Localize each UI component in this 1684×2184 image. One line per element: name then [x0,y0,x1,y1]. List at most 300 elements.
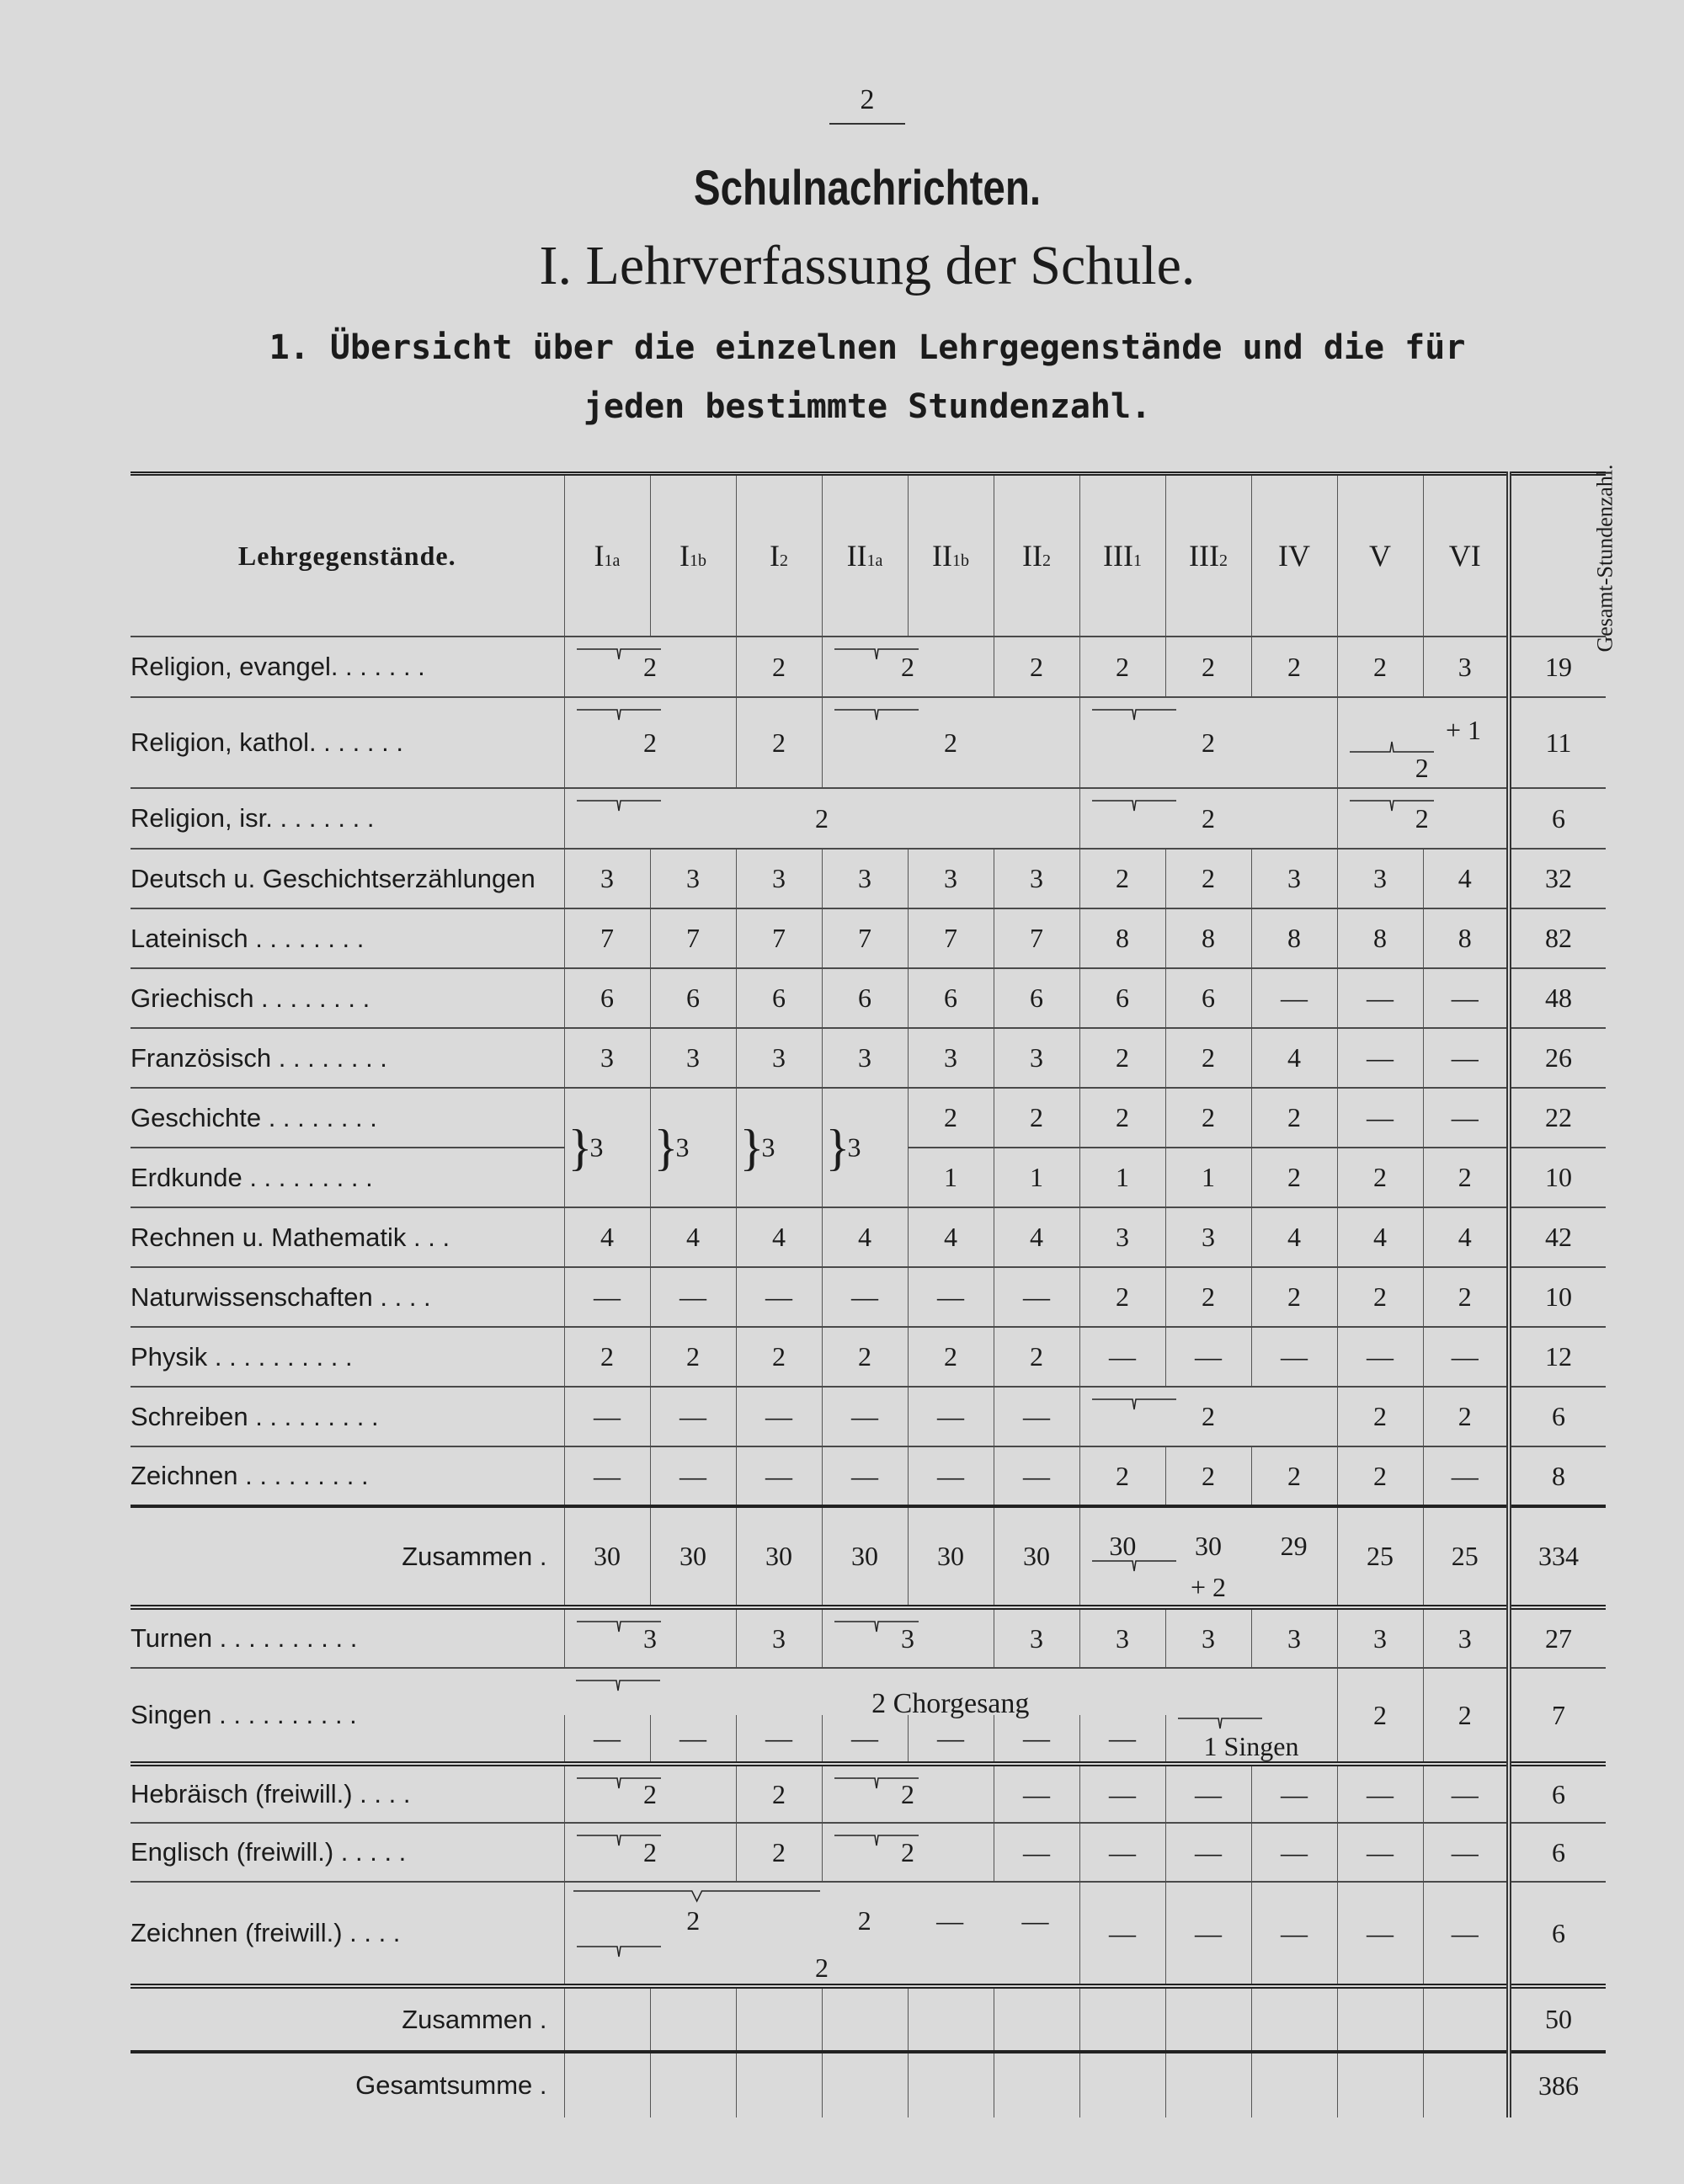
cell: 3 [736,1607,822,1668]
cell: 3 [650,1028,736,1088]
table-row [131,697,1606,788]
total-column-header: Gesamt-Stundenzahl. [1509,474,1606,637]
cell: 2 [564,697,736,788]
row-total: 82 [1509,908,1606,968]
table-row [131,1267,1606,1327]
class-header-v: V [1337,474,1423,637]
table-row [131,908,1606,968]
cell: — [564,1267,650,1327]
subtotal-label: Zusammen . [131,1506,564,1607]
cell [1165,2052,1251,2117]
subject-label: Französisch . . . . . . . . [131,1028,564,1088]
cell: 8 [1423,908,1509,968]
subject-label: Religion, evangel. . . . . . . [131,637,564,697]
cell [736,2052,822,2117]
cell: — [908,1387,994,1446]
cell: 3 [994,1607,1079,1668]
cell: 2 [822,697,1079,788]
group-brace [1092,1398,1176,1411]
cell: — [564,1446,650,1506]
class-header-ii2: II2 [994,474,1079,637]
cell: — [1251,968,1337,1028]
cell: — [1165,1823,1251,1882]
cell: — [1423,1764,1509,1823]
subject-label: Singen . . . . . . . . . . [131,1668,564,1764]
cell [1079,2052,1165,2117]
cell: — [908,1446,994,1506]
class-header-i1b: I1b [650,474,736,637]
cell [1165,1986,1251,2052]
cell: 2 [564,788,1079,849]
cell: } 3 [822,1088,908,1207]
cell: 7 [822,908,908,968]
chorus-cell: 2 Chorgesang [564,1668,1337,1715]
row-total: 6 [1509,1764,1606,1823]
cell: 3 [822,1607,994,1668]
cell: — [1423,1028,1509,1088]
subject-label: Physik . . . . . . . . . . [131,1327,564,1387]
row-total: 50 [1509,1986,1606,2052]
cell [564,1882,1079,1986]
cell [822,1986,908,2052]
lesson-plan-table [131,463,1617,2117]
class-header-ii1a: II1a [822,474,908,637]
row-total: 6 [1509,1387,1606,1446]
cell: 3 [994,849,1079,908]
cell: — [1251,1882,1337,1986]
brace-icon: } [568,1120,593,1175]
table-row [131,1764,1606,1823]
row-total: 6 [1509,1882,1606,1986]
cell: 3 [736,1028,822,1088]
cell [650,1986,736,2052]
table-row [131,1823,1606,1882]
cell: — [736,1267,822,1327]
grand-total-label: Gesamtsumme . [131,2052,564,2117]
class-header-iii1: III1 [1079,474,1165,637]
cell: — [564,1715,650,1764]
row-total: 48 [1509,968,1606,1028]
header-row [131,474,1606,637]
cell: 3 [1423,1607,1509,1668]
cell: 6 [908,968,994,1028]
cell: 2 [1337,1446,1423,1506]
cell: 7 [908,908,994,968]
cell: } 3 [564,1088,650,1207]
cell: 2 [1337,1148,1423,1207]
table-row [131,1607,1606,1668]
cell: 4 [564,1207,650,1267]
cell [822,2052,908,2117]
table-row [131,1668,1606,1715]
cell: 4 [1423,849,1509,908]
cell: 2 [1337,1668,1423,1764]
cell: — [1251,1823,1337,1882]
cell: 3 [908,849,994,908]
cell: 2 [822,1764,994,1823]
cell [908,1986,994,2052]
cell: 2 [1251,637,1337,697]
cell: 6 [1165,968,1251,1028]
row-total: 22 [1509,1088,1606,1148]
cell: 2 [1251,1267,1337,1327]
cell: 2 [736,1764,822,1823]
cell: 1 [1079,1148,1165,1207]
table-row [131,1882,1606,1986]
table-row [131,637,1606,697]
subject-label: Lateinisch . . . . . . . . [131,908,564,968]
cell: 30 [564,1506,650,1607]
cell: 3 [908,1028,994,1088]
cell: — [822,1446,908,1506]
cell: — [650,1267,736,1327]
cell: 3 [650,849,736,908]
cell: 3 [1423,637,1509,697]
row-total: 8 [1509,1446,1606,1506]
cell: 2 [1337,788,1509,849]
subject-label: Religion, kathol. . . . . . . [131,697,564,788]
cell: — [1423,1446,1509,1506]
subject-label: Erdkunde . . . . . . . . . [131,1148,564,1207]
subsection-heading: 1. Übersicht über die einzelnen Lehrgegenstände und die für jeden bestimmte Stundenzahl. [269,328,1466,426]
cell: 4 [822,1207,908,1267]
row-total: 7 [1509,1668,1606,1764]
cell: 4 [736,1207,822,1267]
cell: 25 [1423,1506,1509,1607]
cell: 6 [822,968,908,1028]
cell: 2 [1079,788,1337,849]
section-heading: I. Lehrverfassung der Schule. [539,235,1196,296]
group-brace [834,708,919,722]
row-total: 6 [1509,1823,1606,1882]
cell: — [650,1715,736,1764]
cell: — [1337,1764,1423,1823]
cell: 2 [1079,849,1165,908]
row-total: 11 [1509,697,1606,788]
table-row [131,1088,1606,1148]
cell: — [736,1387,822,1446]
cell: 2 [1165,1088,1251,1148]
brace-icon: } [739,1120,765,1175]
subject-label: Zeichnen . . . . . . . . . [131,1446,564,1506]
cell: 2 [1079,1267,1165,1327]
row-total: 12 [1509,1327,1606,1387]
cell: 2 [908,1088,994,1148]
cell [1423,2052,1509,2117]
cell: — [1165,1764,1251,1823]
row-total: 334 [1509,1506,1606,1607]
cell: — [736,1446,822,1506]
cell: — [650,1446,736,1506]
cell: 2 [1079,1387,1337,1446]
group-brace [577,799,661,812]
cell: 4 [1423,1207,1509,1267]
table-row [131,968,1606,1028]
cell: 3 [1079,1607,1165,1668]
cell: — [994,1823,1079,1882]
cell: 2 [1337,1387,1423,1446]
page-number-rule [829,123,905,125]
cell: } 3 [736,1088,822,1207]
cell: 25 [1337,1506,1423,1607]
brace-icon: } [825,1120,850,1175]
cell: — [908,1267,994,1327]
cell [1079,1506,1337,1607]
subject-label: Geschichte . . . . . . . . [131,1088,564,1148]
grand-total-row [131,2052,1606,2117]
cell: 2 [1251,1088,1337,1148]
cell: — [564,1387,650,1446]
cell: 2 [564,637,736,697]
cell: 2 [908,1327,994,1387]
cell: 7 [564,908,650,968]
cell: 2 [564,1823,736,1882]
cell: — [650,1387,736,1446]
group-brace [1092,799,1176,812]
cell: 2 [1423,1267,1509,1327]
cell [1079,1986,1165,2052]
table-row [131,1028,1606,1088]
cell: 2 [1079,1028,1165,1088]
group-brace [577,708,661,722]
cell: 2 [1337,1267,1423,1327]
cell: 2 [736,637,822,697]
subject-label: Englisch (freiwill.) . . . . . [131,1823,564,1882]
cell: 3 [564,1607,736,1668]
cell: — [1337,1882,1423,1986]
cell [908,2052,994,2117]
cell: 3 [1337,1607,1423,1668]
cell: 4 [994,1207,1079,1267]
cell: 30 [994,1506,1079,1607]
cell: — [1423,1882,1509,1986]
cell: — [1337,1028,1423,1088]
cell: 2 [1423,1668,1509,1764]
cell: 2 [1251,1446,1337,1506]
subtotal-row [131,1506,1606,1607]
cell: 2 [1423,1148,1509,1207]
cell [736,1986,822,2052]
class-header-iii2: III2 [1165,474,1251,637]
subject-column-header: Lehrgegenstände. [131,474,564,637]
cell: 2 [1251,1148,1337,1207]
cell: 1 [1165,1148,1251,1207]
cell: 30 [822,1506,908,1607]
cell: 7 [994,908,1079,968]
row-total: 32 [1509,849,1606,908]
cell: 2 [1079,697,1337,788]
cell: 3 [1337,849,1423,908]
cell: — [1423,1327,1509,1387]
row-total: 27 [1509,1607,1606,1668]
class-header-ii1b: II1b [908,474,994,637]
cell: 4 [908,1207,994,1267]
cell: — [1079,1764,1165,1823]
cell: — [1079,1823,1165,1882]
cell: 7 [650,908,736,968]
cell: 4 [1251,1028,1337,1088]
cell: — [994,1715,1079,1764]
cell: 2 [1165,1446,1251,1506]
cell: 6 [1079,968,1165,1028]
cell: — [1079,1327,1165,1387]
cell: 2 [650,1327,736,1387]
cell: 3 [1251,849,1337,908]
cell: 2 [564,1764,736,1823]
class-header-i1a: I1a [564,474,650,637]
cell: 2 [822,637,994,697]
group-brace [573,1889,820,1903]
cell-value: 2 [1415,753,1429,783]
drawing-values: 2 2 — — [686,1904,1049,1936]
cell: 8 [1251,908,1337,968]
cell: — [1423,1088,1509,1148]
cell: 1 Singen [1165,1715,1337,1764]
cell: — [1165,1882,1251,1986]
cell: 2 [1079,1446,1165,1506]
cell: 2 [994,1088,1079,1148]
cell: 6 [564,968,650,1028]
cell: 2 [564,1327,650,1387]
cell: 2 [994,1327,1079,1387]
group-brace [576,1679,660,1692]
cell: — [1337,1088,1423,1148]
cell: — [994,1764,1079,1823]
cell: 3 [1165,1607,1251,1668]
cell [994,2052,1079,2117]
row-total: 26 [1509,1028,1606,1088]
cell: 3 [1079,1207,1165,1267]
class-header-vi: VI [1423,474,1509,637]
cell: 2 [1165,1028,1251,1088]
subtotal-row [131,1986,1606,2052]
cell: 2 [1337,637,1423,697]
cell: — [1251,1327,1337,1387]
cell: 30 [650,1506,736,1607]
cell: 3 [822,1028,908,1088]
class-header-iv: IV [1251,474,1337,637]
table-row [131,849,1606,908]
subject-label: Zeichnen (freiwill.) . . . . [131,1882,564,1986]
cell: — [994,1446,1079,1506]
cell: 4 [1337,1207,1423,1267]
row-total: 42 [1509,1207,1606,1267]
cell: 6 [994,968,1079,1028]
subject-label: Rechnen u. Mathematik . . . [131,1207,564,1267]
cell: 2 [1423,1387,1509,1446]
cell: 3 [994,1028,1079,1088]
subject-label: Turnen . . . . . . . . . . [131,1607,564,1668]
subject-label: Griechisch . . . . . . . . [131,968,564,1028]
cell: — [994,1267,1079,1327]
cell [1337,697,1509,788]
cell [650,2052,736,2117]
row-total: 10 [1509,1148,1606,1207]
cell: — [1337,968,1423,1028]
cell: 30 [908,1506,994,1607]
subtotal-label: Zusammen . [131,1986,564,2052]
cell [1251,2052,1337,2117]
cell: — [822,1387,908,1446]
row-total: 6 [1509,788,1606,849]
cell: — [1165,1327,1251,1387]
cell: 6 [650,968,736,1028]
cell: 2 [1165,637,1251,697]
cell: 2 [736,1823,822,1882]
table-row [131,1446,1606,1506]
cell: — [908,1715,994,1764]
cell: — [1079,1882,1165,1986]
subject-label: Naturwissenschaften . . . . [131,1267,564,1327]
cell: 8 [1337,908,1423,968]
cell: 8 [1079,908,1165,968]
drawing-combined-value: 2 [815,1952,829,1983]
cell: — [822,1267,908,1327]
cell: — [736,1715,822,1764]
table-row [131,788,1606,849]
cell: — [994,1387,1079,1446]
cell: 4 [650,1207,736,1267]
cell: 2 [1079,637,1165,697]
cell [1337,2052,1423,2117]
cell [564,1986,650,2052]
cell: 1 [994,1148,1079,1207]
page-number: 2 [860,84,875,115]
cell-addition: + 1 [1445,714,1481,745]
cell: 2 [1079,1088,1165,1148]
cell: 3 [564,849,650,908]
cell: 2 [736,697,822,788]
table-row [131,1327,1606,1387]
cell: 8 [1165,908,1251,968]
subtotal-addition: + 2 [1190,1572,1227,1602]
cell [1423,1986,1509,2052]
cell: — [822,1715,908,1764]
cell: 3 [1251,1607,1337,1668]
subject-label: Deutsch u. Geschichtserzählungen [131,849,564,908]
cell: 3 [736,849,822,908]
group-brace [1092,708,1176,722]
cell: — [1337,1327,1423,1387]
cell: 2 [1165,1267,1251,1327]
cell: 2 [1165,849,1251,908]
cell [1337,1986,1423,2052]
table-row [131,1387,1606,1446]
cell: 3 [1165,1207,1251,1267]
subject-label: Religion, isr. . . . . . . . [131,788,564,849]
cell: 2 [736,1327,822,1387]
table-row [131,1207,1606,1267]
cell: 4 [1251,1207,1337,1267]
cell [564,2052,650,2117]
cell: — [1423,1823,1509,1882]
cell: — [1423,968,1509,1028]
page-title: Schulnachrichten. [693,161,1042,216]
cell [1251,1986,1337,2052]
cell: } 3 [650,1088,736,1207]
cell: 6 [736,968,822,1028]
cell [994,1986,1079,2052]
cell: 2 [994,637,1079,697]
grand-total: 386 [1509,2052,1606,2117]
cell: 1 [908,1148,994,1207]
subject-label: Hebräisch (freiwill.) . . . . [131,1764,564,1823]
cell: — [1079,1715,1165,1764]
cell: 3 [564,1028,650,1088]
cell: — [1251,1764,1337,1823]
row-total: 19 [1509,637,1606,697]
cell: — [1337,1823,1423,1882]
